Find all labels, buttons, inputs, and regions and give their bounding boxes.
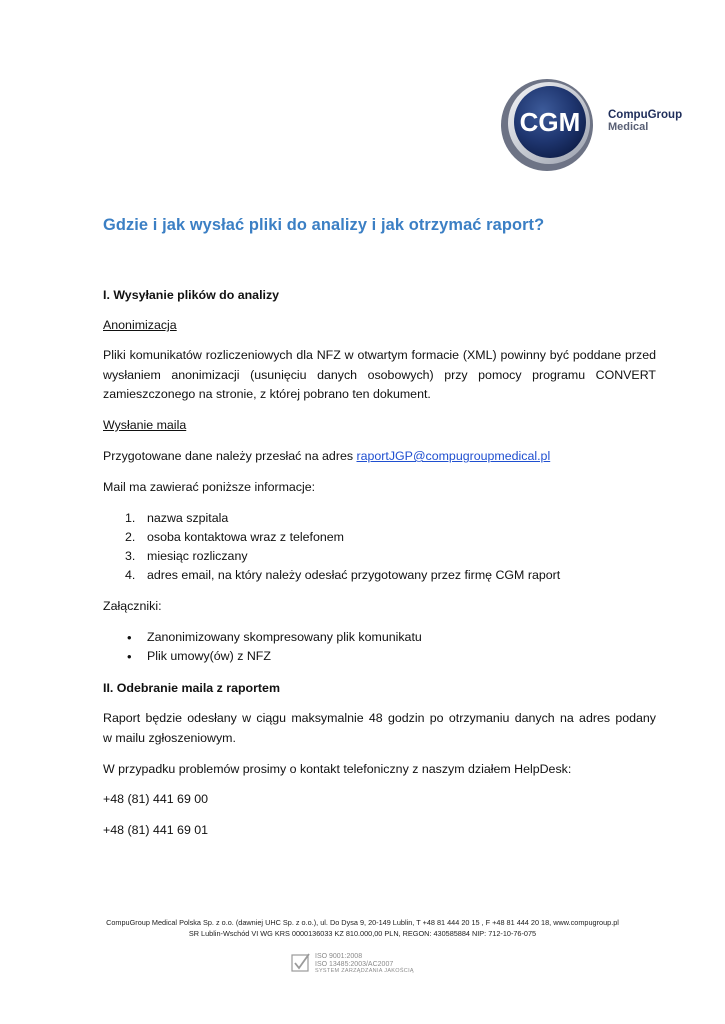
- anonymization-paragraph: [103, 346, 656, 405]
- section-1-heading: I. Wysyłanie plików do analizy: [103, 288, 280, 302]
- list-marker: 4.: [125, 568, 136, 582]
- list-item-text: miesiąc rozliczany: [147, 549, 248, 563]
- paragraph-line: w mailu zgłoszeniowym.: [103, 730, 236, 745]
- bullet-icon: •: [127, 630, 132, 645]
- list-item-text: Zanonimizowany skompresowany plik komunikatu: [147, 630, 422, 644]
- mail-address-line: [103, 447, 550, 467]
- anonymization-heading: Anonimizacja: [103, 318, 177, 332]
- report-paragraph: [103, 709, 656, 748]
- footer-company-info: [0, 918, 725, 939]
- logo-monogram: CGM: [519, 107, 581, 137]
- mail-intro-text: Przygotowane dane należy przesłać na adres: [103, 449, 357, 463]
- iso-line-3: SYSTEM ZARZĄDZANIA JAKOŚCIĄ: [315, 968, 414, 975]
- list-marker: 3.: [125, 549, 136, 563]
- paragraph-line: Raport będzie odesłany w ciągu maksymalnie 48 godzin po otrzymaniu danych na adres podany: [103, 711, 656, 725]
- footer-line-1: CompuGroup Medical Polska Sp. z o.o. (dawniej UHC Sp. z o.o.), ul. Do Dysa 9, 20-149 Lublin, T +48 81 444 20 15 , F +48 81 444 20 18, www.compugroup.pl: [106, 918, 619, 927]
- page-title: Gdzie i jak wysłać pliki do analizy i jak otrzymać raport?: [103, 216, 545, 234]
- iso-certification-mark: [291, 953, 421, 979]
- compugroup-logo: [500, 78, 690, 172]
- email-link[interactable]: raportJGP@compugroupmedical.pl: [356, 449, 551, 463]
- paragraph-line: Pliki komunikatów rozliczeniowych dla NFZ w otwartym formacie (XML) powinny być poddane przed: [103, 348, 656, 362]
- checkbox-check-icon: [291, 953, 311, 973]
- iso-line-2: ISO 13485:2003/AC2007: [315, 960, 394, 968]
- list-item: [103, 628, 422, 647]
- phone-number-1: +48 (81) 441 69 00: [103, 792, 209, 806]
- list-item-text: osoba kontaktowa wraz z telefonem: [147, 530, 344, 544]
- list-marker: 1.: [125, 511, 136, 525]
- list-item: [103, 566, 560, 585]
- bullet-icon: •: [127, 649, 132, 664]
- logo-wordmark: [608, 109, 682, 133]
- list-marker: 2.: [125, 530, 136, 544]
- phone-number-2: +48 (81) 441 69 01: [103, 823, 209, 837]
- attachments-list: [103, 628, 422, 666]
- helpdesk-text: W przypadku problemów prosimy o kontakt telefoniczny z naszym działem HelpDesk:: [103, 762, 572, 776]
- section-2-heading: II. Odebranie maila z raportem: [103, 681, 280, 695]
- mail-contents-list: [103, 509, 560, 585]
- attachments-label: Załączniki:: [103, 599, 162, 613]
- list-item-text: adres email, na który należy odesłać przygotowany przez firmę CGM raport: [147, 568, 561, 582]
- paragraph-line: zamieszczonego na stronie, z której pobrano ten dokument.: [103, 387, 431, 401]
- logo-line-1: CompuGroup: [608, 109, 683, 121]
- list-item-text: Plik umowy(ów) z NFZ: [147, 649, 271, 663]
- cgm-logo-mark: [500, 78, 594, 172]
- send-mail-heading: Wysłanie maila: [103, 418, 187, 432]
- iso-text: [315, 953, 414, 976]
- footer-line-2: SR Lublin-Wschód VI WG KRS 0000136033 KZ 810.000,00 PLN, REGON: 430585884 NIP: 712-10-76-075: [188, 928, 537, 938]
- list-item: [103, 528, 560, 547]
- paragraph-line: wysłaniem anonimizacji (usunięciu danych osobowych) przy pomocy programu CONVERT: [103, 367, 656, 382]
- list-item: [103, 509, 560, 528]
- logo-line-2: Medical: [608, 121, 649, 133]
- list-item: [103, 547, 560, 566]
- list-item-text: nazwa szpitala: [147, 511, 229, 525]
- mail-contents-intro: Mail ma zawierać poniższe informacje:: [103, 480, 316, 494]
- iso-line-1: ISO 9001:2008: [315, 953, 363, 960]
- list-item: [103, 647, 422, 666]
